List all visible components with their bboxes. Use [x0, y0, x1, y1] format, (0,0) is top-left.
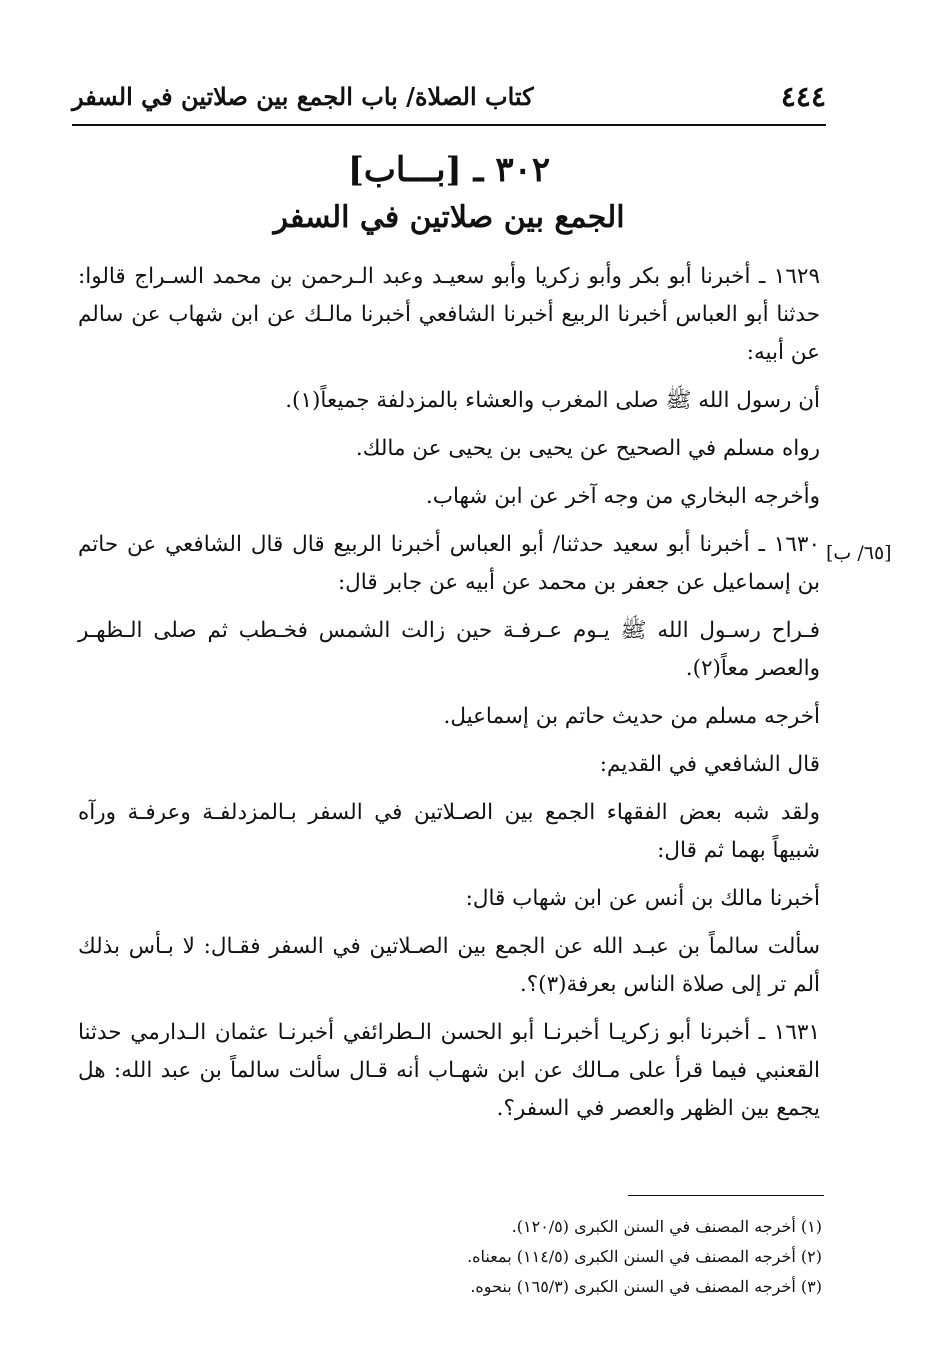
malik-chain: أخبرنا مالك بن أنس عن ابن شهاب قال:: [465, 886, 820, 911]
shafii-qadim-text: ولقد شبه بعض الفقهاء الجمع بين الصـلاتين في السفر بـالمزدلفـة وعرفـة ورآه شبيهاً بهما ثم قال:: [78, 800, 820, 863]
page-number: ٤٤٤: [780, 80, 826, 113]
hadith-1629-chain: ١٦٢٩ ـ أخبرنا أبو بكر وأبو زكريا وأبو سعيـد وعبد الـرحمن بن محمد السـراج قالوا: حدثنا أبو العباس أخبرنا الربيع أخبرنا الشافعي أخبرنا مالـك عن ابن شهاب عن سالم عن أبيه:: [78, 264, 820, 365]
hadith-1630-chain: ١٦٣٠ ـ أخبرنا أبو سعيد حدثنا/ أبو العباس أخبرنا الربيع قال قال الشافعي عن حاتم بن إسماعيل عن جعفر بن محمد عن أبيه عن جابر قال:: [78, 532, 820, 595]
takhrij-muslim-1629: رواه مسلم في الصحيح عن يحيى بن يحيى عن مالك.: [355, 436, 820, 461]
chapter-title: الجمع بين صلاتين في السفر: [273, 200, 625, 235]
footnotes: [300, 1212, 822, 1302]
margin-folio-note: [٦٥/ ب]: [826, 542, 892, 564]
footnote-separator: [628, 1195, 824, 1196]
takhrij-bukhari-1629: وأخرجه البخاري من وجه آخر عن ابن شهاب.: [425, 484, 820, 509]
hadith-1629-text: أن رسول الله ﷺ صلى المغرب والعشاء بالمزدلفة جميعاً(١).: [285, 388, 820, 413]
page-header: [72, 74, 826, 126]
shafii-qadim-label: قال الشافعي في القديم:: [599, 752, 820, 777]
chapter-number: ٣٠٢ ـ [بـــاب]: [347, 150, 551, 190]
hadith-1631: ١٦٣١ ـ أخبرنا أبو زكريـا أخبرنـا أبو الحسن الـطرائفي أخبرنـا عثمان الـدارمي حدثنا القعنبي فيما قرأ على مـالك عن ابن شهـاب أنه قـال سألت سالماً بن عبد الله: هل يجمع بين الظهر والعصر في السفر؟.: [78, 1020, 820, 1121]
takhrij-muslim-1630: أخرجه مسلم من حديث حاتم بن إسماعيل.: [443, 704, 820, 729]
footnote-2: (٢) أخرجه المصنف في السنن الكبرى (١١٤/٥) بمعناه.: [467, 1247, 822, 1266]
hadith-1630-text: فـراح رسـول الله ﷺ يـوم عـرفـة حين زالت الشمس فخـطب ثم صلى الـظهـر والعصر معاً(٢).: [78, 618, 820, 681]
running-title: كتاب الصلاة/ باب الجمع بين صلاتين في السفر: [72, 82, 534, 111]
salim-answer: سألت سالماً بن عبـد الله عن الجمع بين الصـلاتين في السفر فقـال: لا بـأس بذلك ألم تر إلى صلاة الناس بعرفة(٣)؟.: [78, 934, 820, 997]
footnote-1: (١) أخرجه المصنف في السنن الكبرى (١٢٠/٥).: [511, 1217, 822, 1236]
footnote-3: (٣) أخرجه المصنف في السنن الكبرى (١٦٥/٣) بنحوه.: [470, 1277, 822, 1296]
body-text: [78, 258, 820, 1138]
